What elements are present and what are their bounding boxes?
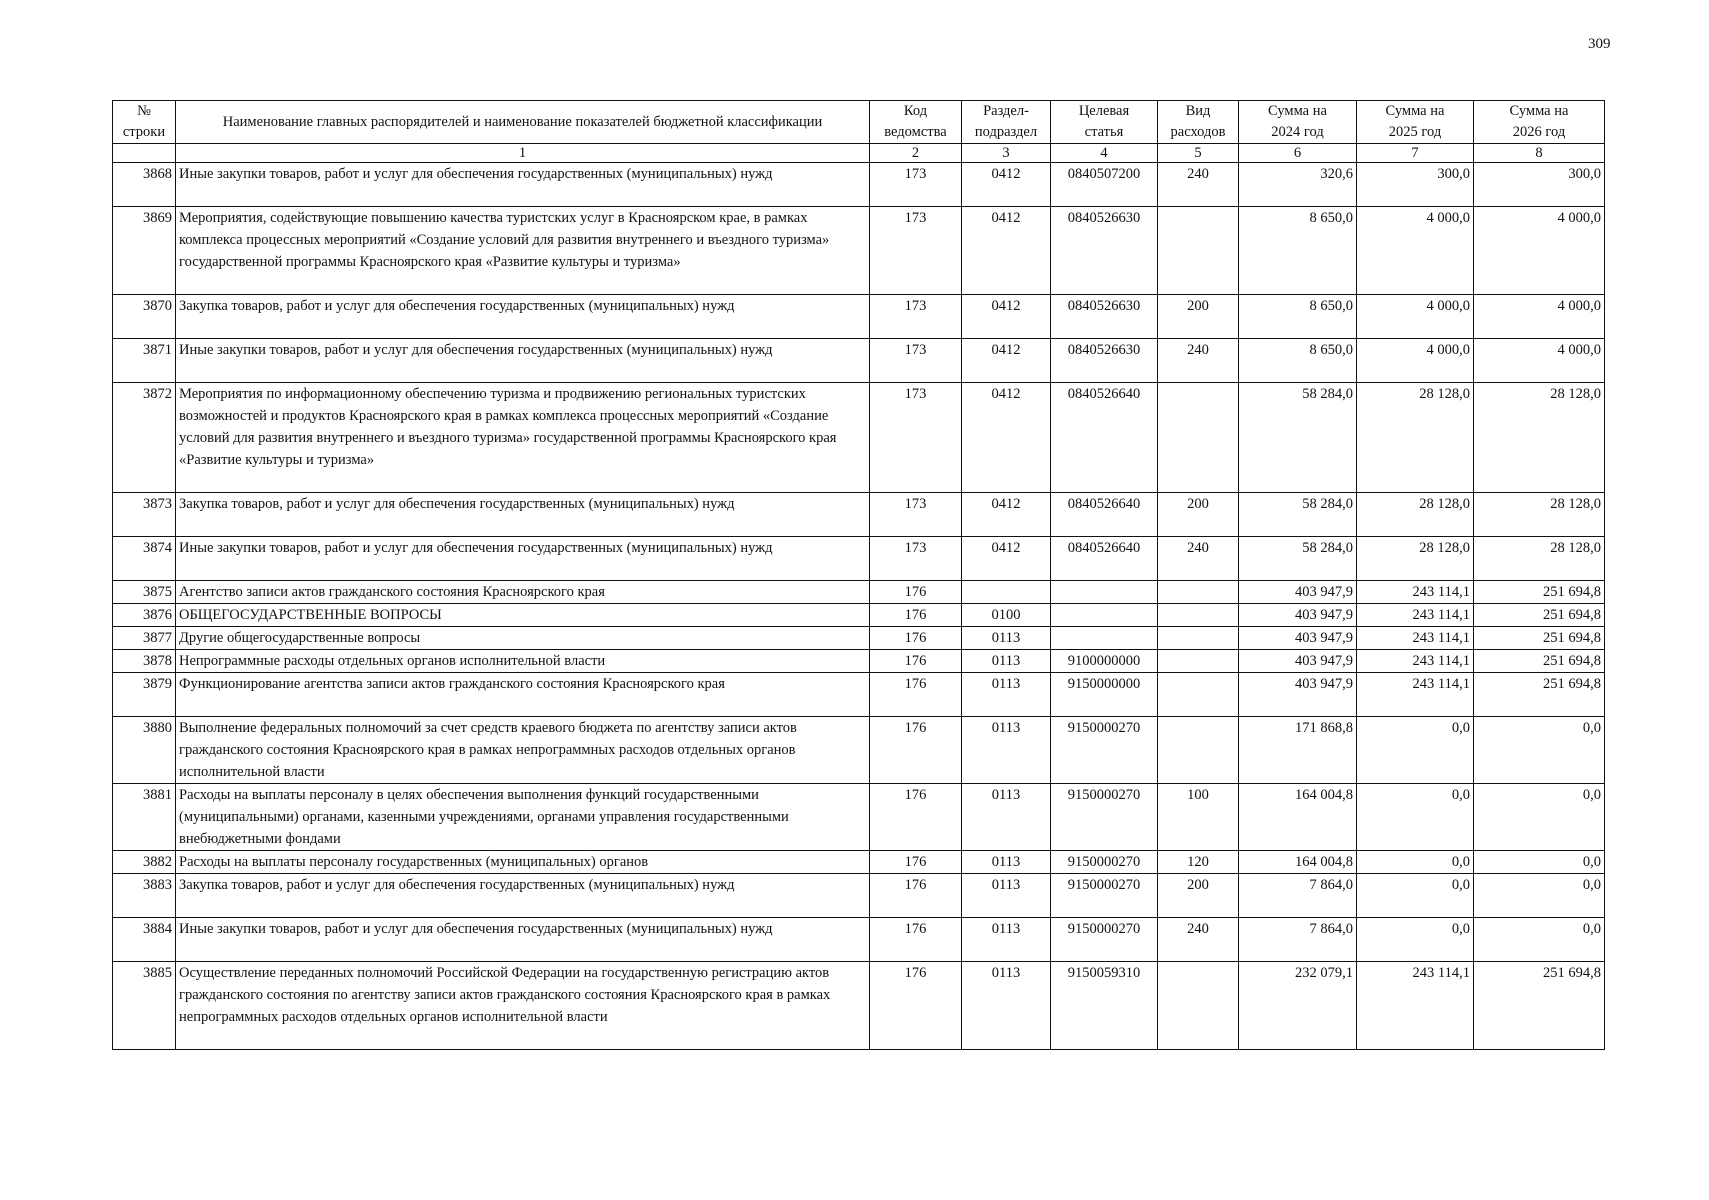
section-code: 0412 [962, 163, 1051, 207]
sum-2024: 403 947,9 [1239, 604, 1357, 627]
section-code: 0113 [962, 673, 1051, 717]
row-number: 3873 [113, 493, 176, 537]
row-name: Выполнение федеральных полномочий за счет средств краевого бюджета по агентству записи актов гражданского состояния Красноярского края в рамках непрограммных расходов отдельных органов исполнительной власти [176, 717, 870, 784]
row-name: Мероприятия по информационному обеспечению туризма и продвижению региональных туристских возможностей и продуктов Красноярского края в рамках комплекса процессных мероприятий «Создание условий для развития внутреннего и въездного туризма» государственной программы Красноярского края «Развитие культуры и туризма» [176, 383, 870, 493]
target-article [1051, 604, 1158, 627]
sum-2026: 4 000,0 [1474, 207, 1605, 295]
column-number: 6 [1239, 144, 1357, 163]
row-name: Расходы на выплаты персоналу государственных (муниципальных) органов [176, 851, 870, 874]
column-number: 2 [870, 144, 962, 163]
sum-2025: 28 128,0 [1357, 537, 1474, 581]
expense-type [1158, 962, 1239, 1050]
sum-2026: 0,0 [1474, 851, 1605, 874]
dept-code: 176 [870, 717, 962, 784]
row-number: 3879 [113, 673, 176, 717]
target-article: 9150000270 [1051, 918, 1158, 962]
dept-code: 176 [870, 918, 962, 962]
target-article: 0840526640 [1051, 493, 1158, 537]
row-number: 3874 [113, 537, 176, 581]
section-code: 0412 [962, 295, 1051, 339]
sum-2026: 251 694,8 [1474, 604, 1605, 627]
header-sum-2024: Сумма на 2024 год [1239, 101, 1357, 144]
sum-2025: 243 114,1 [1357, 962, 1474, 1050]
row-number: 3883 [113, 874, 176, 918]
row-number: 3884 [113, 918, 176, 962]
row-number: 3870 [113, 295, 176, 339]
section-code: 0113 [962, 851, 1051, 874]
sum-2026: 0,0 [1474, 717, 1605, 784]
row-name: Мероприятия, содействующие повышению качества туристских услуг в Красноярском крае, в рамках комплекса процессных мероприятий «Создание условий для развития внутреннего и въездного туризма» государственной программы Красноярского края «Развитие культуры и туризма» [176, 207, 870, 295]
column-number: 7 [1357, 144, 1474, 163]
column-number: 8 [1474, 144, 1605, 163]
column-number: 3 [962, 144, 1051, 163]
sum-2026: 0,0 [1474, 784, 1605, 851]
expense-type: 200 [1158, 874, 1239, 918]
table-row [113, 383, 1605, 493]
row-number: 3869 [113, 207, 176, 295]
sum-2024: 403 947,9 [1239, 650, 1357, 673]
target-article: 9150000000 [1051, 673, 1158, 717]
sum-2025: 0,0 [1357, 851, 1474, 874]
sum-2024: 164 004,8 [1239, 851, 1357, 874]
row-name: Расходы на выплаты персоналу в целях обеспечения выполнения функций государственными (муниципальными) органами, казенными учреждениями, органами управления государственными внебюджетными фондами [176, 784, 870, 851]
row-name: Другие общегосударственные вопросы [176, 627, 870, 650]
section-code: 0113 [962, 962, 1051, 1050]
sum-2024: 58 284,0 [1239, 493, 1357, 537]
sum-2025: 4 000,0 [1357, 339, 1474, 383]
sum-2025: 0,0 [1357, 717, 1474, 784]
row-name: Иные закупки товаров, работ и услуг для обеспечения государственных (муниципальных) нужд [176, 537, 870, 581]
sum-2025: 243 114,1 [1357, 673, 1474, 717]
row-number: 3881 [113, 784, 176, 851]
sum-2026: 0,0 [1474, 918, 1605, 962]
sum-2026: 300,0 [1474, 163, 1605, 207]
target-article: 9150059310 [1051, 962, 1158, 1050]
table-row [113, 295, 1605, 339]
target-article: 0840526630 [1051, 339, 1158, 383]
sum-2026: 251 694,8 [1474, 581, 1605, 604]
row-name: Осуществление переданных полномочий Российской Федерации на государственную регистрацию актов гражданского состояния по агентству записи актов гражданского состояния Красноярского края в рамках непрограммных расходов отдельных органов исполнительной власти [176, 962, 870, 1050]
sum-2025: 28 128,0 [1357, 493, 1474, 537]
expense-type [1158, 383, 1239, 493]
table-row [113, 784, 1605, 851]
section-code: 0412 [962, 339, 1051, 383]
sum-2026: 28 128,0 [1474, 383, 1605, 493]
header-section: Раздел- подраздел [962, 101, 1051, 144]
sum-2024: 403 947,9 [1239, 627, 1357, 650]
sum-2025: 0,0 [1357, 784, 1474, 851]
table-row [113, 339, 1605, 383]
dept-code: 173 [870, 207, 962, 295]
expense-type: 240 [1158, 537, 1239, 581]
expense-type [1158, 207, 1239, 295]
sum-2025: 0,0 [1357, 918, 1474, 962]
expense-type: 100 [1158, 784, 1239, 851]
target-article [1051, 627, 1158, 650]
dept-code: 176 [870, 581, 962, 604]
column-number [113, 144, 176, 163]
table-row [113, 918, 1605, 962]
target-article: 0840526630 [1051, 207, 1158, 295]
sum-2026: 4 000,0 [1474, 295, 1605, 339]
header-expense-type: Вид расходов [1158, 101, 1239, 144]
table-row [113, 163, 1605, 207]
row-name: Агентство записи актов гражданского состояния Красноярского края [176, 581, 870, 604]
row-number: 3872 [113, 383, 176, 493]
sum-2026: 28 128,0 [1474, 493, 1605, 537]
section-code: 0113 [962, 874, 1051, 918]
table-row [113, 207, 1605, 295]
row-number: 3885 [113, 962, 176, 1050]
expense-type: 200 [1158, 295, 1239, 339]
section-code: 0100 [962, 604, 1051, 627]
table-row [113, 581, 1605, 604]
sum-2025: 243 114,1 [1357, 627, 1474, 650]
target-article: 9150000270 [1051, 784, 1158, 851]
dept-code: 176 [870, 784, 962, 851]
header-target-article: Целевая статья [1051, 101, 1158, 144]
row-name: Непрограммные расходы отдельных органов исполнительной власти [176, 650, 870, 673]
sum-2024: 403 947,9 [1239, 581, 1357, 604]
row-number: 3882 [113, 851, 176, 874]
dept-code: 173 [870, 163, 962, 207]
sum-2025: 28 128,0 [1357, 383, 1474, 493]
section-code: 0412 [962, 207, 1051, 295]
dept-code: 176 [870, 851, 962, 874]
row-name: Иные закупки товаров, работ и услуг для обеспечения государственных (муниципальных) нужд [176, 339, 870, 383]
row-name: Закупка товаров, работ и услуг для обеспечения государственных (муниципальных) нужд [176, 493, 870, 537]
row-number: 3877 [113, 627, 176, 650]
table-row [113, 537, 1605, 581]
sum-2025: 4 000,0 [1357, 207, 1474, 295]
dept-code: 176 [870, 627, 962, 650]
sum-2026: 28 128,0 [1474, 537, 1605, 581]
sum-2025: 300,0 [1357, 163, 1474, 207]
dept-code: 173 [870, 339, 962, 383]
sum-2024: 171 868,8 [1239, 717, 1357, 784]
expense-type [1158, 581, 1239, 604]
sum-2024: 232 079,1 [1239, 962, 1357, 1050]
expense-type [1158, 627, 1239, 650]
sum-2025: 243 114,1 [1357, 604, 1474, 627]
section-code: 0113 [962, 650, 1051, 673]
section-code: 0412 [962, 537, 1051, 581]
expense-type [1158, 650, 1239, 673]
expense-type: 240 [1158, 163, 1239, 207]
target-article [1051, 581, 1158, 604]
target-article: 9100000000 [1051, 650, 1158, 673]
sum-2024: 403 947,9 [1239, 673, 1357, 717]
sum-2024: 8 650,0 [1239, 207, 1357, 295]
table-row [113, 627, 1605, 650]
column-number: 5 [1158, 144, 1239, 163]
expense-type: 200 [1158, 493, 1239, 537]
dept-code: 176 [870, 650, 962, 673]
header-row [113, 101, 1605, 144]
target-article: 0840526630 [1051, 295, 1158, 339]
sum-2024: 8 650,0 [1239, 295, 1357, 339]
expense-type [1158, 604, 1239, 627]
dept-code: 173 [870, 537, 962, 581]
target-article: 9150000270 [1051, 874, 1158, 918]
target-article: 0840526640 [1051, 383, 1158, 493]
sum-2024: 320,6 [1239, 163, 1357, 207]
dept-code: 176 [870, 962, 962, 1050]
section-code [962, 581, 1051, 604]
row-name: Иные закупки товаров, работ и услуг для обеспечения государственных (муниципальных) нужд [176, 918, 870, 962]
target-article: 0840507200 [1051, 163, 1158, 207]
row-number: 3871 [113, 339, 176, 383]
table-row [113, 604, 1605, 627]
target-article: 9150000270 [1051, 717, 1158, 784]
section-code: 0412 [962, 383, 1051, 493]
dept-code: 173 [870, 383, 962, 493]
target-article: 9150000270 [1051, 851, 1158, 874]
sum-2026: 251 694,8 [1474, 650, 1605, 673]
dept-code: 176 [870, 673, 962, 717]
table-body [113, 163, 1605, 1050]
dept-code: 173 [870, 493, 962, 537]
sum-2025: 0,0 [1357, 874, 1474, 918]
sum-2026: 251 694,8 [1474, 673, 1605, 717]
sum-2024: 7 864,0 [1239, 874, 1357, 918]
sum-2026: 4 000,0 [1474, 339, 1605, 383]
table-row [113, 650, 1605, 673]
row-number: 3876 [113, 604, 176, 627]
row-name: Закупка товаров, работ и услуг для обеспечения государственных (муниципальных) нужд [176, 295, 870, 339]
table-row [113, 851, 1605, 874]
page-number: 309 [1588, 36, 1611, 52]
table-row [113, 962, 1605, 1050]
dept-code: 173 [870, 295, 962, 339]
expense-type: 240 [1158, 918, 1239, 962]
sum-2026: 251 694,8 [1474, 627, 1605, 650]
header-sum-2025: Сумма на 2025 год [1357, 101, 1474, 144]
dept-code: 176 [870, 874, 962, 918]
sum-2024: 58 284,0 [1239, 537, 1357, 581]
section-code: 0113 [962, 717, 1051, 784]
sum-2025: 243 114,1 [1357, 581, 1474, 604]
sum-2024: 7 864,0 [1239, 918, 1357, 962]
header-dept-code: Код ведомства [870, 101, 962, 144]
sum-2026: 251 694,8 [1474, 962, 1605, 1050]
column-number-row [113, 144, 1605, 163]
expense-type [1158, 673, 1239, 717]
header-row-number: № строки [113, 101, 176, 144]
expense-type: 120 [1158, 851, 1239, 874]
table-row [113, 874, 1605, 918]
row-name: Иные закупки товаров, работ и услуг для обеспечения государственных (муниципальных) нужд [176, 163, 870, 207]
section-code: 0113 [962, 784, 1051, 851]
sum-2025: 4 000,0 [1357, 295, 1474, 339]
row-number: 3878 [113, 650, 176, 673]
expense-type: 240 [1158, 339, 1239, 383]
row-name: ОБЩЕГОСУДАРСТВЕННЫЕ ВОПРОСЫ [176, 604, 870, 627]
table-row [113, 493, 1605, 537]
row-name: Функционирование агентства записи актов гражданского состояния Красноярского края [176, 673, 870, 717]
section-code: 0412 [962, 493, 1051, 537]
header-sum-2026: Сумма на 2026 год [1474, 101, 1605, 144]
row-number: 3875 [113, 581, 176, 604]
header-name: Наименование главных распорядителей и наименование показателей бюджетной классификации [176, 101, 870, 144]
row-name: Закупка товаров, работ и услуг для обеспечения государственных (муниципальных) нужд [176, 874, 870, 918]
budget-table [112, 100, 1605, 1050]
target-article: 0840526640 [1051, 537, 1158, 581]
table-row [113, 673, 1605, 717]
sum-2024: 164 004,8 [1239, 784, 1357, 851]
sum-2025: 243 114,1 [1357, 650, 1474, 673]
sum-2024: 8 650,0 [1239, 339, 1357, 383]
section-code: 0113 [962, 627, 1051, 650]
row-number: 3868 [113, 163, 176, 207]
expense-type [1158, 717, 1239, 784]
row-number: 3880 [113, 717, 176, 784]
dept-code: 176 [870, 604, 962, 627]
table-row [113, 717, 1605, 784]
column-number: 1 [176, 144, 870, 163]
section-code: 0113 [962, 918, 1051, 962]
column-number: 4 [1051, 144, 1158, 163]
sum-2024: 58 284,0 [1239, 383, 1357, 493]
sum-2026: 0,0 [1474, 874, 1605, 918]
